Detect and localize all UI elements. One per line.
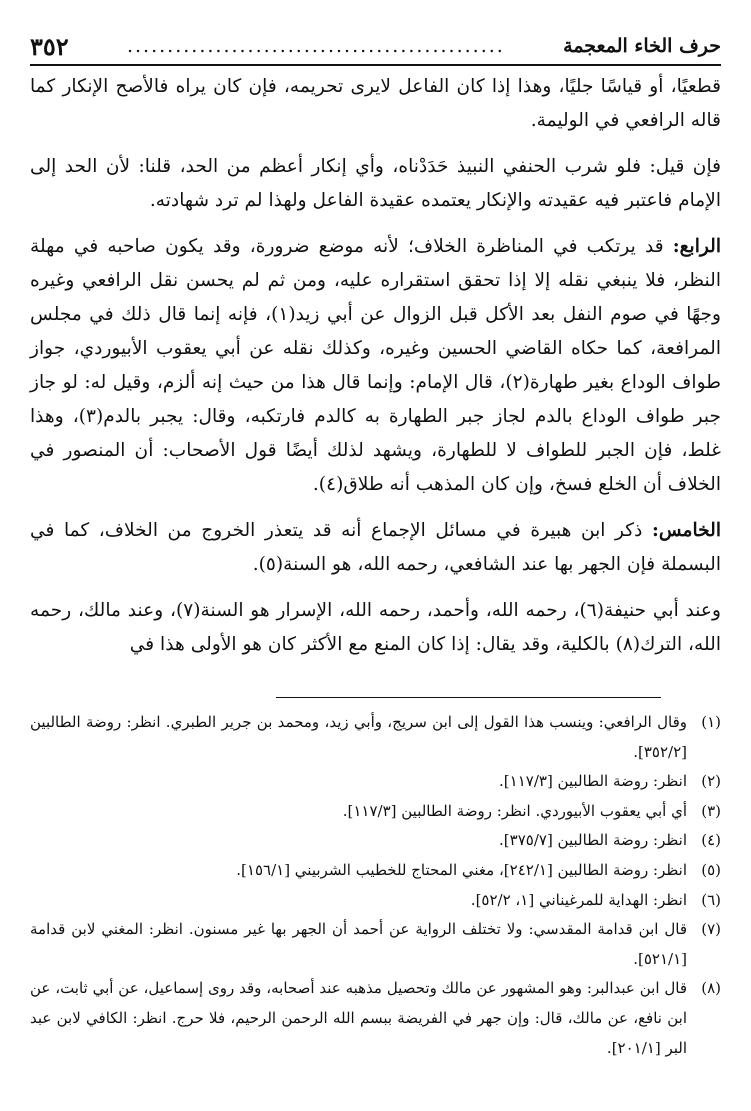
footnote-number: (٨)	[701, 979, 721, 998]
footnote-text: قال ابن قدامة المقدسي: ولا تختلف الرواية عن أحمد أن الجهر بها غير مسنون. انظر: المغني لابن قدامة [٥٢١/١].	[30, 920, 687, 968]
paragraph	[30, 70, 721, 138]
header-rule	[30, 64, 721, 66]
paragraph	[30, 594, 721, 662]
paragraph-text: قد يرتكب في المناظرة الخلاف؛ لأنه موضع ضرورة، وقد يكون صاحبه في مهلة النظر، فلا ينبغي نقله إلا إذا تحقق استقراره عليه، ومن ثم لم يحسن نقل الرافعي وغيره وجهًا في صوم النفل بعد الأكل قبل الزوال عن أبي زيد(١)، فإنه إنما قال ذلك في مجلس المرافعة، كما حكاه القاضي الحسين وغيره، وكذلك نقله عن أبي يعقوب الأبيوردي، جواز طواف الوداع بغير طهارة(٢)، قال الإمام: وإنما قال هذا من حيث إنه ألزم، وقيل له: لو جاز جبر طواف الوداع بالدم لجاز جبر الطهارة به كالدم فارتكبه، وقال: يجبر بالدم(٣)، وهذا غلط، فإن الجبر للطواف لا للطهارة، ويشهد لذلك أيضًا قول الأصحاب: أن المنصور في الخلاف أن الخلع فسخ، وإن كان المذهب أنه طلاق(٤).	[30, 236, 721, 495]
footnotes	[30, 708, 721, 1063]
footnote-number: (٧)	[701, 920, 721, 939]
paragraph-lead: الرابع:	[672, 236, 721, 257]
paragraph-text: ذكر ابن هبيرة في مسائل الإجماع أنه قد يتعذر الخروج من الخلاف، كما في البسملة فإن الجهر بها عند الشافعي، رحمه الله، هو السنة(٥).	[30, 520, 721, 575]
paragraph-text: قطعيًا، أو قياسًا جليًا، وهذا إذا كان الفاعل لايرى تحريمه، فإن كان يراه فالأصح الإنكار كما قاله الرافعي في الوليمة.	[30, 76, 721, 131]
running-header	[30, 30, 721, 62]
chapter-title: حرف الخاء المعجمة	[563, 35, 721, 57]
paragraph	[30, 230, 721, 502]
footnote	[30, 767, 721, 797]
footnote-text: انظر: الهداية للمرغيناني [١، ٥٢/٢].	[470, 890, 687, 909]
footnote-separator	[276, 697, 661, 698]
paragraph-text: وعند أبي حنيفة(٦)، رحمه الله، وأحمد، رحمه الله، الإسرار هو السنة(٧)، وعند مالك، رحمه الله، الترك(٨) بالكلية، وقد يقال: إذا كان المنع مع الأكثر كان هو الأولى هذا في	[30, 600, 721, 655]
footnote-number: (٣)	[701, 801, 721, 820]
footnote-number: (٢)	[701, 772, 721, 791]
footnote-number: (٤)	[701, 831, 721, 850]
footnote	[30, 797, 721, 827]
footnote	[30, 708, 721, 767]
footnote-text: أي أبي يعقوب الأبيوردي. انظر: روضة الطالبين [١١٧/٣].	[342, 801, 687, 820]
paragraph	[30, 150, 721, 218]
paragraph-text: فإن قيل: فلو شرب الحنفي النبيذ حَدَدْناه، وأي إنكار أعظم من الحد، قلنا: لأن الحد إلى الإمام فاعتبر فيه عقيدته والإنكار يعتمده عقيدة الفاعل ولهذا لم ترد شهادته.	[30, 156, 721, 211]
footnote	[30, 974, 721, 1063]
footnote-text: انظر: روضة الطالبين [٣٧٥/٧].	[499, 831, 687, 850]
footnote-text: قال ابن عبدالبر: وهو المشهور عن مالك وتحصيل مذهبه عند أصحابه، وقد روى إسماعيل، عن أبي ثابت، عن ابن نافع، عن مالك، قال: وإن جهر في الفريضة ببسم الله الرحمن الرحيم، فلا حرج. انظر: الكافي لابن عبد البر [٢٠١/١].	[30, 979, 687, 1057]
footnote-text: انظر: روضة الطالبين [٢٤٢/١]، مغني المحتاج للخطيب الشربيني [١٥٦/١].	[236, 860, 687, 879]
footnote-number: (٦)	[701, 890, 721, 909]
footnote-number: (١)	[701, 713, 721, 731]
footnote	[30, 915, 721, 974]
footnote-text: انظر: روضة الطالبين [١١٧/٣].	[499, 772, 687, 791]
paragraph	[30, 514, 721, 582]
footnote-number: (٥)	[701, 860, 721, 879]
leader-dots: ...............................................	[126, 35, 505, 57]
footnote	[30, 826, 721, 856]
footnote-text: وقال الرافعي: وينسب هذا القول إلى ابن سريج، وأبي زيد، ومحمد بن جرير الطبري. انظر: روضة الطالبين [٣٥٢/٢].	[30, 713, 687, 761]
footnote	[30, 856, 721, 886]
footnote	[30, 886, 721, 916]
page-number: ٣٥٢	[30, 31, 69, 61]
main-text	[30, 70, 721, 674]
paragraph-lead: الخامس:	[651, 520, 721, 541]
